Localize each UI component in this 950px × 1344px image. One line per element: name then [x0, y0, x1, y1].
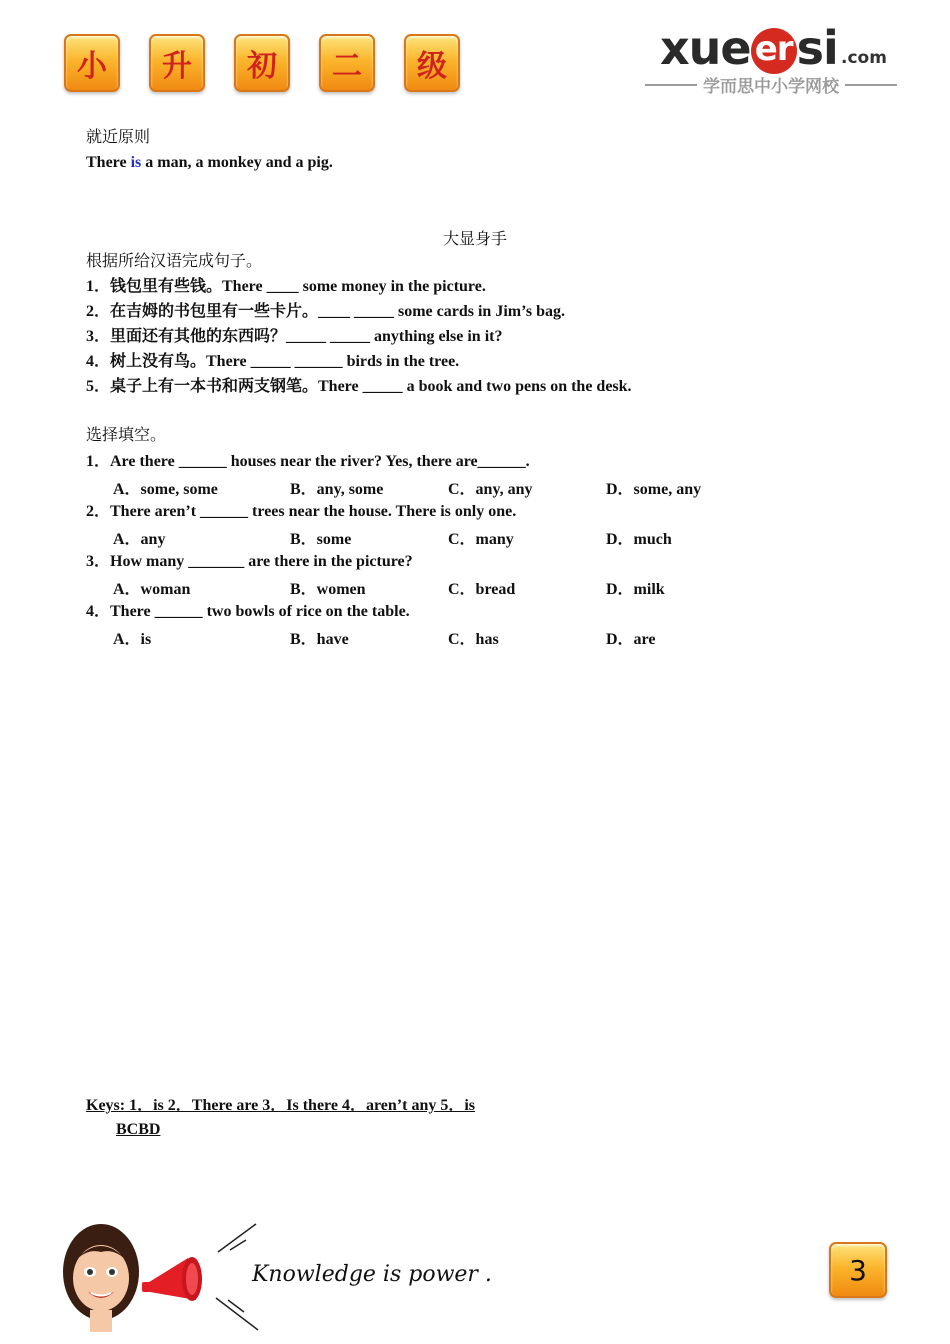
option-c: C．bread — [448, 581, 516, 598]
option-c: C．any, any — [448, 481, 533, 498]
options-row — [113, 476, 813, 498]
section-title: 大显身手 — [442, 231, 507, 248]
section1-instruction: 根据所给汉语完成句子。 — [86, 253, 263, 270]
question: 2．There aren’t ______ trees near the house. There is only one. — [86, 503, 517, 520]
question: 3．How many _______ are there in the picture? — [86, 553, 413, 570]
example-highlight: is — [130, 154, 142, 171]
example-text: a man, a monkey and a pig. — [141, 154, 333, 171]
xueersi-logo — [645, 22, 900, 102]
answer-keys-choice: BCBD — [116, 1121, 161, 1138]
option-a: A．some, some — [113, 481, 218, 498]
option-b: B．have — [290, 631, 349, 648]
motto: Knowledge is power . — [252, 1262, 492, 1287]
rule-example — [86, 152, 333, 174]
translation-item: 5．桌子上有一本书和两支钢笔。There _____ a book and two pens on the desk. — [86, 378, 632, 395]
logo-subtitle-text: 学而思中小学网校 — [703, 77, 839, 97]
header-tile: 级 — [404, 34, 460, 92]
page-number: 3 — [829, 1242, 887, 1298]
translation-item: 1．钱包里有些钱。There ____ some money in the picture. — [86, 278, 486, 295]
option-a: A．woman — [113, 581, 191, 598]
answer-keys: Keys: 1．is 2．There are 3．Is there 4．aren’t any 5．is — [86, 1097, 476, 1114]
logo-part: si — [796, 21, 838, 75]
options-row — [113, 576, 813, 598]
option-b: B．some — [290, 531, 352, 548]
header-tiles — [64, 34, 460, 92]
translation-item: 2．在吉姆的书包里有一些卡片。____ _____ some cards in Jim’s bag. — [86, 303, 565, 320]
options-row — [113, 626, 813, 648]
options-row — [113, 526, 813, 548]
header-tile: 二 — [319, 34, 375, 92]
option-c: C．has — [448, 631, 499, 648]
section2-instruction: 选择填空。 — [86, 427, 167, 444]
megaphone-icon — [140, 1248, 220, 1308]
option-a: A．any — [113, 531, 166, 548]
logo-part: xue — [660, 21, 751, 75]
question: 4．There ______ two bowls of rice on the table. — [86, 603, 410, 620]
option-d: D．much — [606, 531, 672, 548]
translation-item: 3．里面还有其他的东西吗？_____ _____ anything else in it? — [86, 328, 503, 345]
option-c: C．many — [448, 531, 514, 548]
logo-domain: .com — [841, 48, 887, 68]
header-tile: 升 — [149, 34, 205, 92]
translation-item: 4．树上没有鸟。There _____ ______ birds in the tree. — [86, 353, 460, 370]
option-a: A．is — [113, 631, 152, 648]
option-d: D．are — [606, 631, 656, 648]
question: 1．Are there ______ houses near the river? Yes, there are______. — [86, 453, 530, 470]
logo-wordmark — [660, 22, 838, 74]
logo-subtitle — [645, 72, 897, 97]
header-tile: 小 — [64, 34, 120, 92]
option-d: D．milk — [606, 581, 665, 598]
rule-title: 就近原则 — [86, 129, 151, 146]
header-tile: 初 — [234, 34, 290, 92]
option-b: B．women — [290, 581, 366, 598]
option-d: D．some, any — [606, 481, 702, 498]
option-b: B．any, some — [290, 481, 384, 498]
example-text: There — [86, 154, 131, 171]
girl-mascot-icon — [60, 1222, 142, 1332]
logo-er-badge: er — [751, 28, 797, 74]
